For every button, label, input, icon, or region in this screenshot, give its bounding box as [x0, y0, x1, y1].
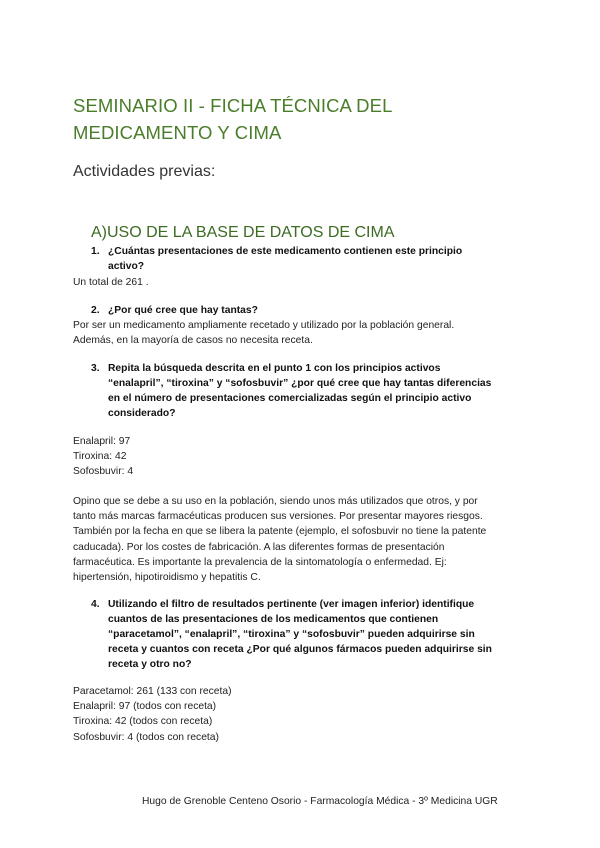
document-title [73, 92, 553, 146]
count-sofosbuvir: Sofosbuvir: 4 [73, 466, 134, 478]
answer-sofosbuvir: Sofosbuvir: 4 (todos con receta) [73, 731, 219, 743]
opinion-line: Opino que se debe a su uso en la población, siendo unos más utilizados que otros, y por [73, 496, 478, 507]
question-text-line: cuantos de las presentaciones de los medicamentos que contienen [108, 614, 439, 625]
subtitle: Actividades previas: [73, 163, 216, 180]
answer-1 [73, 275, 533, 290]
answer-3-opinion [73, 494, 533, 585]
answer-3-counts [73, 434, 533, 480]
answer-paracetamol: Paracetamol: 261 (133 con receta) [73, 686, 232, 697]
opinion-line: tanto más marcas farmacéuticas producen sus versiones. Por presentar mayores riesgos. [73, 511, 483, 523]
question-text-line: Utilizando el filtro de resultados pertinente (ver imagen inferior) identifique [108, 599, 475, 610]
question-number: 4. [91, 599, 100, 610]
opinion-line: También por la fecha en que se libera la patente (ejemplo, el sofosbuvir no tiene la patente [73, 526, 487, 538]
count-tiroxina: Tiroxina: 42 [73, 451, 127, 463]
question-text-line: “paracetamol”, “enalapril”, “tiroxina” y “sofosbuvir” pueden adquirirse sin [108, 629, 475, 640]
answer-text-line: Por ser un medicamento ampliamente recetado y utilizado por la población general. [73, 320, 455, 331]
opinion-line: farmacéutica. Es importante la prevalencia de la sintomatología o enfermedad. Ej: [73, 556, 447, 568]
question-text-line: ¿Por qué cree que hay tantas? [108, 305, 258, 316]
answer-text: Un total de 261 . [73, 277, 149, 288]
question-text-line: “enalapril”, “tiroxina” y “sofosbuvir” ¿por qué cree que hay tantas diferencias [108, 378, 492, 389]
question-text-line: ¿Cuántas presentaciones de este medicamento contienen este principio [108, 246, 463, 257]
question-text-line: Repita la búsqueda descrita en el punto 1 con los principios activos [108, 363, 441, 374]
answer-tiroxina: Tiroxina: 42 (todos con receta) [73, 716, 213, 728]
answer-text-line: Además, en la mayoría de casos no necesita receta. [73, 335, 313, 347]
answer-4 [73, 684, 533, 745]
count-enalapril: Enalapril: 97 [73, 436, 131, 447]
question-text-line: receta y otro no? [108, 659, 192, 670]
opinion-line: hipertensión, hipotiroidismo y hepatitis C. [73, 572, 261, 584]
question-number: 2. [91, 305, 100, 316]
opinion-line: caducada). Por los costes de fabricación. A las diferentes formas de presentación [73, 541, 445, 553]
question-text-line: en el número de presentaciones comercializadas según el principio activo [108, 393, 472, 404]
question-text-line: receta y cuantos con receta ¿Por qué algunos fármacos pueden adquirirse sin [108, 644, 492, 655]
question-text-line: activo? [108, 261, 145, 272]
question-text-line: considerado? [108, 408, 176, 419]
title-line-2: MEDICAMENTO Y CIMA [73, 122, 282, 143]
title-line-1: SEMINARIO II - FICHA TÉCNICA DEL [73, 95, 393, 116]
question-number: 3. [91, 363, 100, 374]
page-footer: Hugo de Grenoble Centeno Osorio - Farmacología Médica - 3º Medicina UGR [142, 796, 498, 807]
answer-2 [73, 318, 533, 348]
question-number: 1. [91, 246, 100, 257]
answer-enalapril: Enalapril: 97 (todos con receta) [73, 701, 217, 713]
section-a-heading: A)USO DE LA BASE DE DATOS DE CIMA [91, 224, 395, 241]
